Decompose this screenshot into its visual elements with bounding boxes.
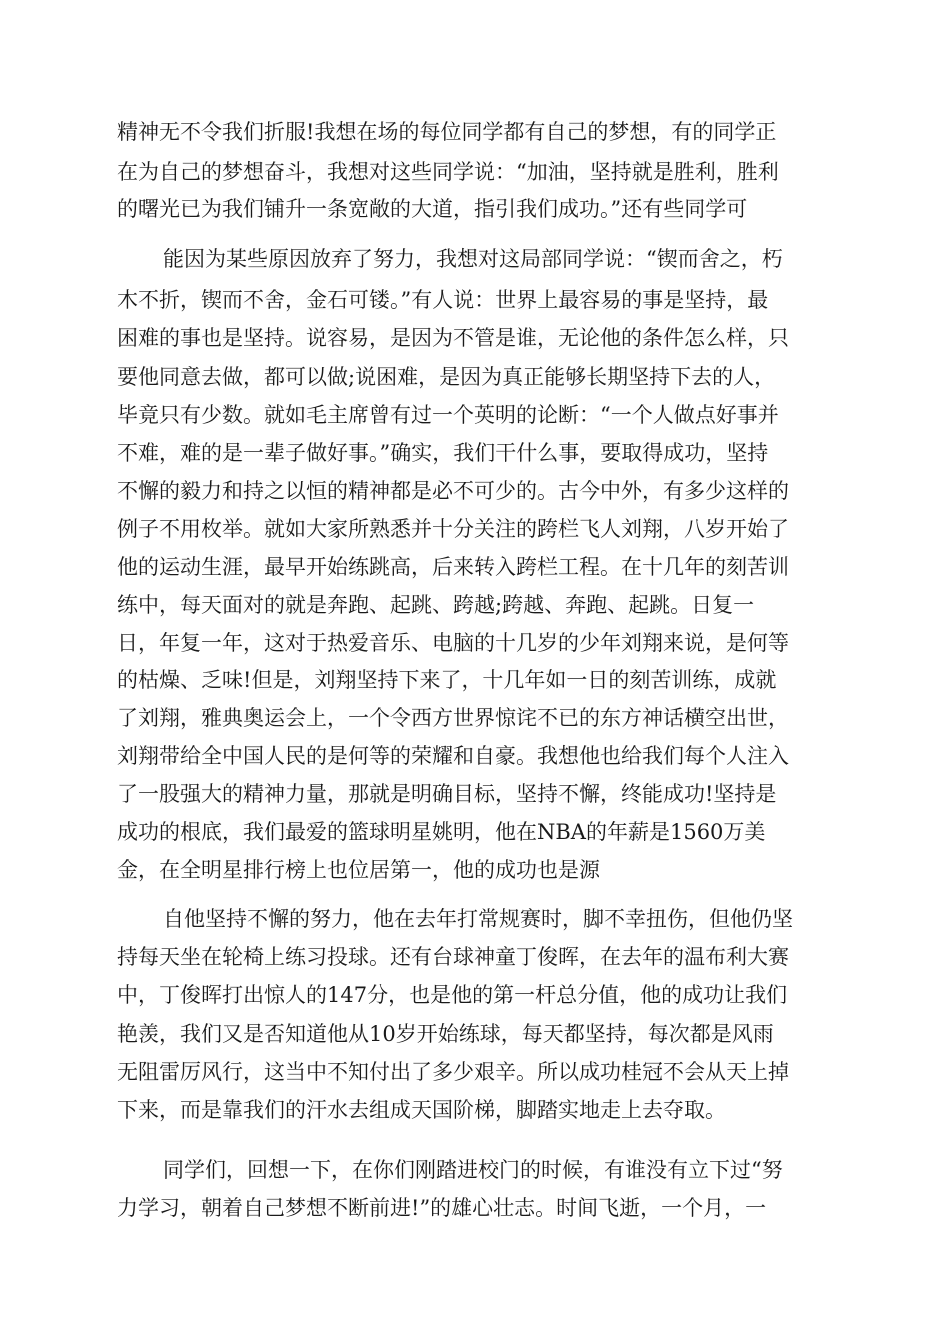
- text-line: 不难，难的是一辈子做好事。”确实，我们干什么事，要取得成功，坚持: [117, 441, 769, 465]
- text-line: 的曙光已为我们铺升一条宽敞的大道，指引我们成功。”还有些同学可: [117, 197, 748, 221]
- text-line: 力学习，朝着自己梦想不断前进!”的雄心壮志。时间飞逝，一个月，一: [117, 1196, 767, 1220]
- text-line: 了一股强大的精神力量，那就是明确目标，坚持不懈，终能成功!坚持是: [117, 782, 777, 806]
- text-line: 木不折，锲而不舍，金石可镂。”有人说：世界上最容易的事是坚持，最: [117, 288, 769, 312]
- text-line: 下来，而是靠我们的汗水去组成天国阶梯，脚踏实地走上去夺取。: [117, 1098, 726, 1122]
- text-line: 刘翔带给全中国人民的是何等的荣耀和自豪。我想他也给我们每个人注入: [117, 744, 789, 768]
- text-line: 要他同意去做，都可以做;说困难，是因为真正能够长期坚持下去的人，: [117, 365, 776, 389]
- text-line: 不懈的毅力和持之以恒的精神都是必不可少的。古今中外，有多少这样的: [117, 479, 789, 503]
- text-line: 他的运动生涯，最早开始练跳高，后来转入跨栏工程。在十几年的刻苦训: [117, 555, 789, 579]
- text-line: 自他坚持不懈的努力，他在去年打常规赛时，脚不幸扭伤，但他仍坚: [163, 907, 793, 931]
- text-line: 金，在全明星排行榜上也位居第一，他的成功也是源: [117, 858, 600, 882]
- text-line: 能因为某些原因放弃了努力，我想对这局部同学说：“锲而舍之，朽: [163, 247, 783, 271]
- text-line: 的枯燥、乏味!但是，刘翔坚持下来了，十几年如一日的刻苦训练，成就: [117, 668, 777, 692]
- text-line: 毕竟只有少数。就如毛主席曾有过一个英明的论断：“一个人做点好事并: [117, 403, 779, 427]
- text-line: 在为自己的梦想奋斗，我想对这些同学说：“加油，坚持就是胜利，胜利: [117, 160, 779, 184]
- text-line: 无阻雷厉风行，这当中不知付出了多少艰辛。所以成功桂冠不会从天上掉: [117, 1060, 789, 1084]
- text-line: 中，丁俊晖打出惊人的147分，也是他的第一杆总分值，他的成功让我们: [117, 983, 788, 1007]
- text-line: 例子不用枚举。就如大家所熟悉并十分关注的跨栏飞人刘翔，八岁开始了: [117, 517, 789, 541]
- text-line: 了刘翔，雅典奥运会上，一个令西方世界惊诧不已的东方神话横空出世，: [117, 706, 789, 730]
- text-line: 练中，每天面对的就是奔跑、起跳、跨越;跨越、奔跑、起跳。日复一: [117, 593, 755, 617]
- text-line: 持每天坐在轮椅上练习投球。还有台球神童丁俊晖，在去年的温布利大赛: [117, 945, 789, 969]
- text-line: 日，年复一年，这对于热爱音乐、电脑的十几岁的少年刘翔来说，是何等: [117, 631, 789, 655]
- text-line: 精神无不令我们折服!我想在场的每位同学都有自己的梦想，有的同学正: [117, 120, 777, 144]
- text-line: 成功的根底，我们最爱的篮球明星姚明，他在NBA的年薪是1560万美: [117, 820, 766, 844]
- text-line: 困难的事也是坚持。说容易，是因为不管是谁，无论他的条件怎么样，只: [117, 326, 789, 350]
- text-line: 艳羡，我们又是否知道他从10岁开始练球，每天都坚持，每次都是风雨: [117, 1022, 774, 1046]
- text-line: 同学们，回想一下，在你们刚踏进校门的时候，有谁没有立下过“努: [163, 1158, 783, 1182]
